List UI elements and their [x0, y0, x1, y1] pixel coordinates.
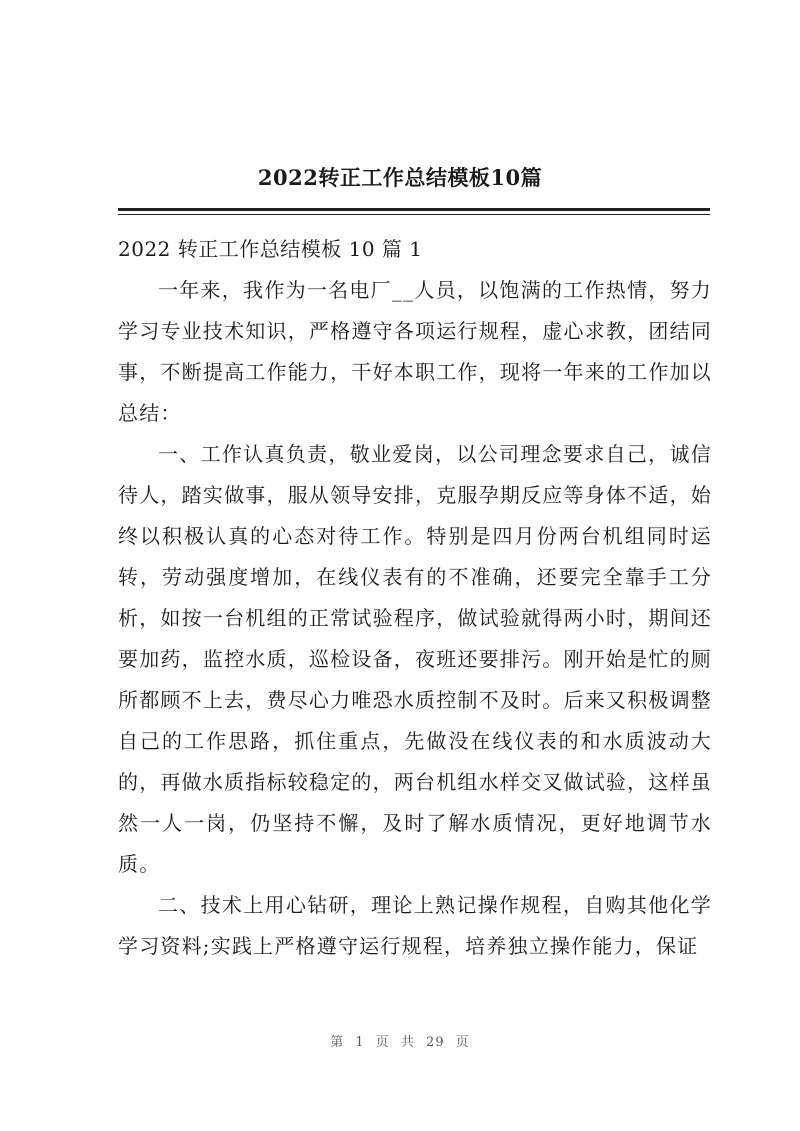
page-footer: 第 1 页 共 29 页 — [330, 1035, 470, 1050]
title-rule-thin — [118, 214, 710, 215]
document-title: 2022转正工作总结模板10篇 — [257, 165, 543, 190]
paragraph-intro: 一年来，我作为一名电厂__人员，以饱满的工作热情，努力学习专业技术知识，严格遵守各项运行规程，虚心求教，团结同事，不断提高工作能力，干好本职工作，现将一年来的工作加以总结： — [118, 278, 712, 425]
title-rule-thick — [118, 208, 710, 211]
section-heading: 2022 转正工作总结模板 10 篇 1 — [118, 237, 423, 261]
paragraph-two: 二、技术上用心钻研，理论上熟记操作规程，自购其他化学学习资料;实践上严格遵守运行规程，培养独立操作能力，保证 — [118, 893, 712, 958]
paragraph-one: 一、工作认真负责，敬业爱岗，以公司理念要求自己，诚信待人，踏实做事，服从领导安排，克服孕期反应等身体不适，始终以积极认真的心态对待工作。特别是四月份两台机组同时运转，劳动强度增加，在线仪表有的不准确，还要完全靠手工分析，如按一台机组的正常试验程序，做试验就得两小时，期间还要加药，监控水质，巡检设备，夜班还要排污。刚开始是忙的厕所都顾不上去，费尽心力唯恐水质控制不及时。后来又积极调整自己的工作思路，抓住重点，先做没在线仪表的和水质波动大的，再做水质指标较稳定的，两台机组水样交叉做试验，这样虽然一人一岗，仍坚持不懈，及时了解水质情况，更好地调节水质。 — [118, 442, 712, 876]
document-body — [118, 229, 712, 967]
